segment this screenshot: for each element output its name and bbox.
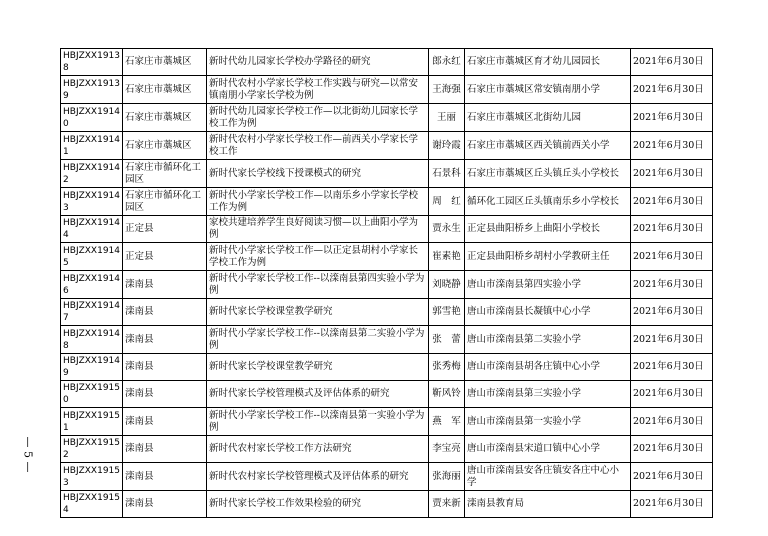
cell-unit: 正定县曲阳桥乡上曲阳小学校长 [465,216,631,243]
cell-area: 石家庄市循环化工园区 [123,160,207,188]
cell-person: 贾永生 [429,216,465,243]
cell-topic: 家校共建培养学生良好阅读习惯—以上曲阳小学为例 [207,216,429,243]
cell-date: 2021年6月30日 [631,271,713,299]
cell-date: 2021年6月30日 [631,132,713,160]
cell-topic: 新时代小学家长学校工作--以滦南县第四实验小学为例 [207,271,429,299]
cell-code: HBJZXX19147 [61,299,123,326]
cell-unit: 石家庄市藁城区育才幼儿园园长 [465,49,631,76]
cell-topic: 新时代农村家长学校工作方法研究 [207,436,429,463]
cell-code: HBJZXX19151 [61,408,123,436]
cell-code: HBJZXX19146 [61,271,123,299]
cell-code: HBJZXX19150 [61,381,123,408]
cell-unit: 唐山市滦南县长凝镇中心小学 [465,299,631,326]
table-row [61,49,713,76]
cell-date: 2021年6月30日 [631,104,713,132]
cell-area: 滦南县 [123,326,207,354]
cell-area: 石家庄市循环化工园区 [123,188,207,216]
cell-topic: 新时代幼儿园家长学校工作—以北街幼儿园家长学校工作为例 [207,104,429,132]
cell-person: 郎永红 [429,49,465,76]
cell-code: HBJZXX19143 [61,188,123,216]
cell-unit: 唐山市滦南县安各庄镇安各庄中心小学 [465,463,631,491]
cell-area: 滦南县 [123,408,207,436]
cell-person: 燕 军 [429,408,465,436]
cell-topic: 新时代家长学校线下授课模式的研究 [207,160,429,188]
cell-person: 王海强 [429,76,465,104]
cell-area: 正定县 [123,243,207,271]
cell-topic: 新时代小学家长学校工作--以滦南县第一实验小学为例 [207,408,429,436]
cell-person: 张秀梅 [429,354,465,381]
table-row [61,491,713,518]
cell-area: 石家庄市藁城区 [123,104,207,132]
page-number-text: — 5 — [21,436,35,472]
cell-code: HBJZXX19154 [61,491,123,518]
cell-code: HBJZXX19149 [61,354,123,381]
table-row [61,354,713,381]
cell-topic: 新时代小学家长学校工作—以南乐乡小学家长学校工作为例 [207,188,429,216]
cell-unit: 滦南县教育局 [465,491,631,518]
table-row [61,326,713,354]
cell-code: HBJZXX19144 [61,216,123,243]
cell-date: 2021年6月30日 [631,299,713,326]
cell-unit: 石家庄市藁城区丘头镇丘头小学校长 [465,160,631,188]
cell-person: 张 蕾 [429,326,465,354]
cell-unit: 石家庄市藁城区常安镇南朋小学 [465,76,631,104]
cell-topic: 新时代家长学校课堂教学研究 [207,354,429,381]
cell-person: 贾来新 [429,491,465,518]
cell-area: 滦南县 [123,436,207,463]
cell-unit: 唐山市滦南县第一实验小学 [465,408,631,436]
cell-area: 石家庄市藁城区 [123,132,207,160]
cell-topic: 新时代农村小学家长学校工作实践与研究—以常安镇南朋小学家长学校为例 [207,76,429,104]
cell-unit: 唐山市滦南县第四实验小学 [465,271,631,299]
table-row [61,463,713,491]
cell-code: HBJZXX19139 [61,76,123,104]
cell-code: HBJZXX19153 [61,463,123,491]
cell-unit: 循环化工园区丘头镇南乐乡小学校长 [465,188,631,216]
cell-area: 滦南县 [123,354,207,381]
cell-person: 刘晓静 [429,271,465,299]
cell-unit: 唐山市滦南县第三实验小学 [465,381,631,408]
cell-person: 王丽 [429,104,465,132]
cell-code: HBJZXX19152 [61,436,123,463]
table-body [61,49,713,518]
cell-person: 谢玲霞 [429,132,465,160]
table-row [61,299,713,326]
table-row [61,243,713,271]
table-row [61,132,713,160]
cell-topic: 新时代农村家长学校管理模式及评估体系的研究 [207,463,429,491]
cell-area: 石家庄市藁城区 [123,49,207,76]
cell-date: 2021年6月30日 [631,491,713,518]
table-row [61,436,713,463]
cell-area: 滦南县 [123,381,207,408]
cell-area: 滦南县 [123,463,207,491]
cell-unit: 唐山市滦南县第二实验小学 [465,326,631,354]
table-row [61,408,713,436]
cell-date: 2021年6月30日 [631,408,713,436]
cell-date: 2021年6月30日 [631,463,713,491]
cell-unit: 石家庄市藁城区北街幼儿园 [465,104,631,132]
cell-person: 李宝亮 [429,436,465,463]
table-row [61,188,713,216]
cell-topic: 新时代农村小学家长学校工作—前西关小学家长学校工作 [207,132,429,160]
cell-person: 石景科 [429,160,465,188]
table-row [61,216,713,243]
cell-unit: 唐山市滦南县胡各庄镇中心小学 [465,354,631,381]
cell-code: HBJZXX19140 [61,104,123,132]
table-row [61,76,713,104]
table-row [61,160,713,188]
table-row [61,104,713,132]
cell-area: 滦南县 [123,491,207,518]
cell-unit: 石家庄市藁城区西关镇前西关小学 [465,132,631,160]
cell-date: 2021年6月30日 [631,160,713,188]
cell-code: HBJZXX19142 [61,160,123,188]
cell-person: 张海丽 [429,463,465,491]
cell-person: 崔素艳 [429,243,465,271]
cell-date: 2021年6月30日 [631,436,713,463]
cell-unit: 唐山市滦南县宋道口镇中心小学 [465,436,631,463]
cell-area: 滦南县 [123,271,207,299]
cell-code: HBJZXX19148 [61,326,123,354]
page-number [20,424,36,484]
cell-date: 2021年6月30日 [631,76,713,104]
project-table [60,48,713,518]
cell-topic: 新时代家长学校课堂教学研究 [207,299,429,326]
cell-topic: 新时代幼儿园家长学校办学路径的研究 [207,49,429,76]
cell-date: 2021年6月30日 [631,354,713,381]
cell-topic: 新时代小学家长学校工作—以正定县胡村小学家长学校工作为例 [207,243,429,271]
cell-date: 2021年6月30日 [631,381,713,408]
table-row [61,381,713,408]
cell-date: 2021年6月30日 [631,188,713,216]
cell-date: 2021年6月30日 [631,243,713,271]
table-row [61,271,713,299]
cell-area: 滦南县 [123,299,207,326]
cell-area: 石家庄市藁城区 [123,76,207,104]
cell-code: HBJZXX19141 [61,132,123,160]
cell-person: 靳风铃 [429,381,465,408]
cell-code: HBJZXX19138 [61,49,123,76]
cell-topic: 新时代家长学校工作效果检验的研究 [207,491,429,518]
cell-person: 周 红 [429,188,465,216]
cell-area: 正定县 [123,216,207,243]
cell-person: 郭雪艳 [429,299,465,326]
cell-date: 2021年6月30日 [631,216,713,243]
cell-topic: 新时代家长学校管理模式及评估体系的研究 [207,381,429,408]
cell-topic: 新时代小学家长学校工作--以滦南县第二实验小学为例 [207,326,429,354]
cell-unit: 正定县曲阳桥乡胡村小学教研主任 [465,243,631,271]
cell-date: 2021年6月30日 [631,326,713,354]
cell-code: HBJZXX19145 [61,243,123,271]
cell-date: 2021年6月30日 [631,49,713,76]
